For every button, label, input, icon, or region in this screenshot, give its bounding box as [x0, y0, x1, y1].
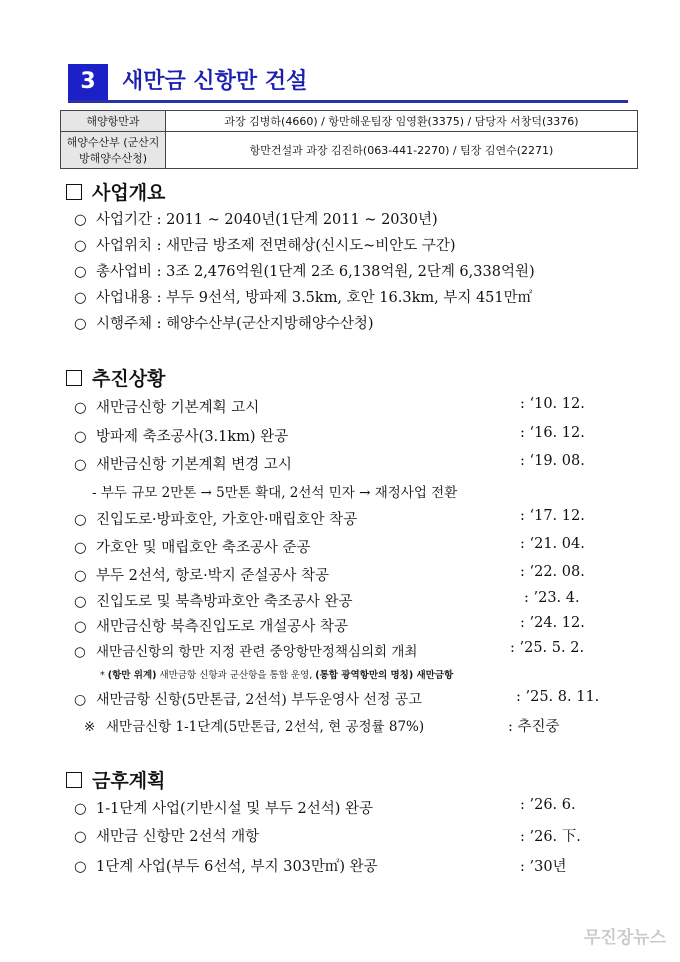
list-item: ○ 방파제 축조공사(3.1km) 완공	[74, 429, 289, 445]
list-item-date: : ’26. 下.	[520, 829, 581, 845]
list-item: ○ 사업기간 : 2011 ~ 2040년(1단계 2011 ~ 2030년)	[74, 212, 438, 228]
list-item: ○ 총사업비 : 3조 2,476억원(1단계 2조 6,138억원, 2단계 6,338억원)	[74, 264, 535, 280]
table-row	[61, 132, 638, 169]
table-row	[61, 111, 638, 132]
contact-dept-cell: 해양항만과	[61, 111, 166, 132]
list-item-date: : ’25. 5. 2.	[510, 640, 585, 656]
checkbox-square-icon	[66, 370, 82, 386]
list-item: ○ 사업내용 : 부두 9선석, 방파제 3.5km, 호안 16.3km, 부지 451만㎡	[74, 290, 533, 306]
list-item: ○ 새반금신항 기본계획 변경 고시	[74, 457, 292, 473]
sub-note: - 부두 규모 2만톤 → 5만톤 확대, 2선석 민자 → 재정사업 전환	[92, 485, 458, 501]
list-item: ○ 새만금신항 기본계획 고시	[74, 400, 260, 416]
list-item-date: : ’24. 12.	[520, 615, 585, 631]
list-item: ○ 진입도로·방파호안, 가호안·매립호안 착공	[74, 512, 358, 528]
list-item: ○ 시행주체 : 해양수산부(군산지방해양수산청)	[74, 316, 374, 332]
list-item: ○ 새만금신항 북측진입도로 개설공사 착공	[74, 619, 348, 635]
reference-note: ※ 새만금신항 1-1단계(5만톤급, 2선석, 현 공정률 87%)	[84, 719, 425, 735]
section-heading-plan: 금후계획	[66, 766, 165, 793]
list-item: ○ 가호안 및 매립호안 축조공사 준공	[74, 540, 311, 556]
list-item: ○ 부두 2선석, 항로·박지 준설공사 착공	[74, 568, 329, 584]
list-item-date: : ’25. 8. 11.	[516, 689, 600, 705]
list-item: ○ 새만금신항의 항만 지정 관련 중앙항만정책심의회 개최	[74, 644, 418, 660]
contact-table	[60, 110, 638, 169]
watermark-logo: 무진장뉴스	[583, 928, 666, 948]
list-item-date: : ’23. 4.	[524, 590, 580, 606]
list-item-date: : ‘17. 12.	[520, 508, 585, 524]
list-item-date: : ‘22. 08.	[520, 564, 585, 580]
list-item: ○ 새만금항 신항(5만톤급, 2선석) 부두운영사 선정 공고	[74, 692, 422, 708]
list-item-date: : ‘21. 04.	[520, 536, 585, 552]
list-item: ○ 1단계 사업(부두 6선석, 부지 303만㎡) 완공	[74, 859, 378, 875]
list-item-date: : ‘10. 12.	[520, 396, 585, 412]
list-item-date: : ‘19. 08.	[520, 453, 585, 469]
contact-info-cell: 과장 김병하(4660) / 항만해운팀장 임영환(3375) / 담당자 서창덕(3376)	[166, 111, 638, 132]
list-item-date: : ’30년	[520, 859, 567, 875]
footnote: * (항만 위계) 새만금항 신항과 군산항을 통합 운영, (통합 광역항만의 명칭) 새만금항	[100, 670, 454, 681]
list-item: ○ 1-1단계 사업(기반시설 및 부두 2선석) 완공	[74, 801, 374, 817]
list-item-date: : ’26. 6.	[520, 797, 576, 813]
list-item: ○ 새만금 신항만 2선석 개항	[74, 829, 260, 845]
list-item-date: : ‘16. 12.	[520, 425, 585, 441]
checkbox-square-icon	[66, 772, 82, 788]
list-item: ○ 사업위치 : 새만금 방조제 전면해상(신시도~비안도 구간)	[74, 238, 456, 254]
list-item: ○ 진입도로 및 북측방파호안 축조공사 완공	[74, 594, 353, 610]
section-number-badge: 3	[68, 64, 108, 100]
checkbox-square-icon	[66, 184, 82, 200]
section-heading-overview: 사업개요	[66, 178, 165, 205]
contact-dept-cell: 해양수산부 (군산지방해양수산청)	[61, 132, 166, 169]
page-title: 새만금 신항만 건설	[122, 69, 308, 94]
reference-date: : 추진중	[508, 719, 560, 735]
reference-mark-icon: ※	[84, 719, 96, 735]
title-bar	[68, 64, 628, 103]
contact-info-cell: 항만건설과 과장 김진하(063-441-2270) / 팀장 김연수(2271)	[166, 132, 638, 169]
section-heading-progress: 추진상황	[66, 364, 165, 391]
